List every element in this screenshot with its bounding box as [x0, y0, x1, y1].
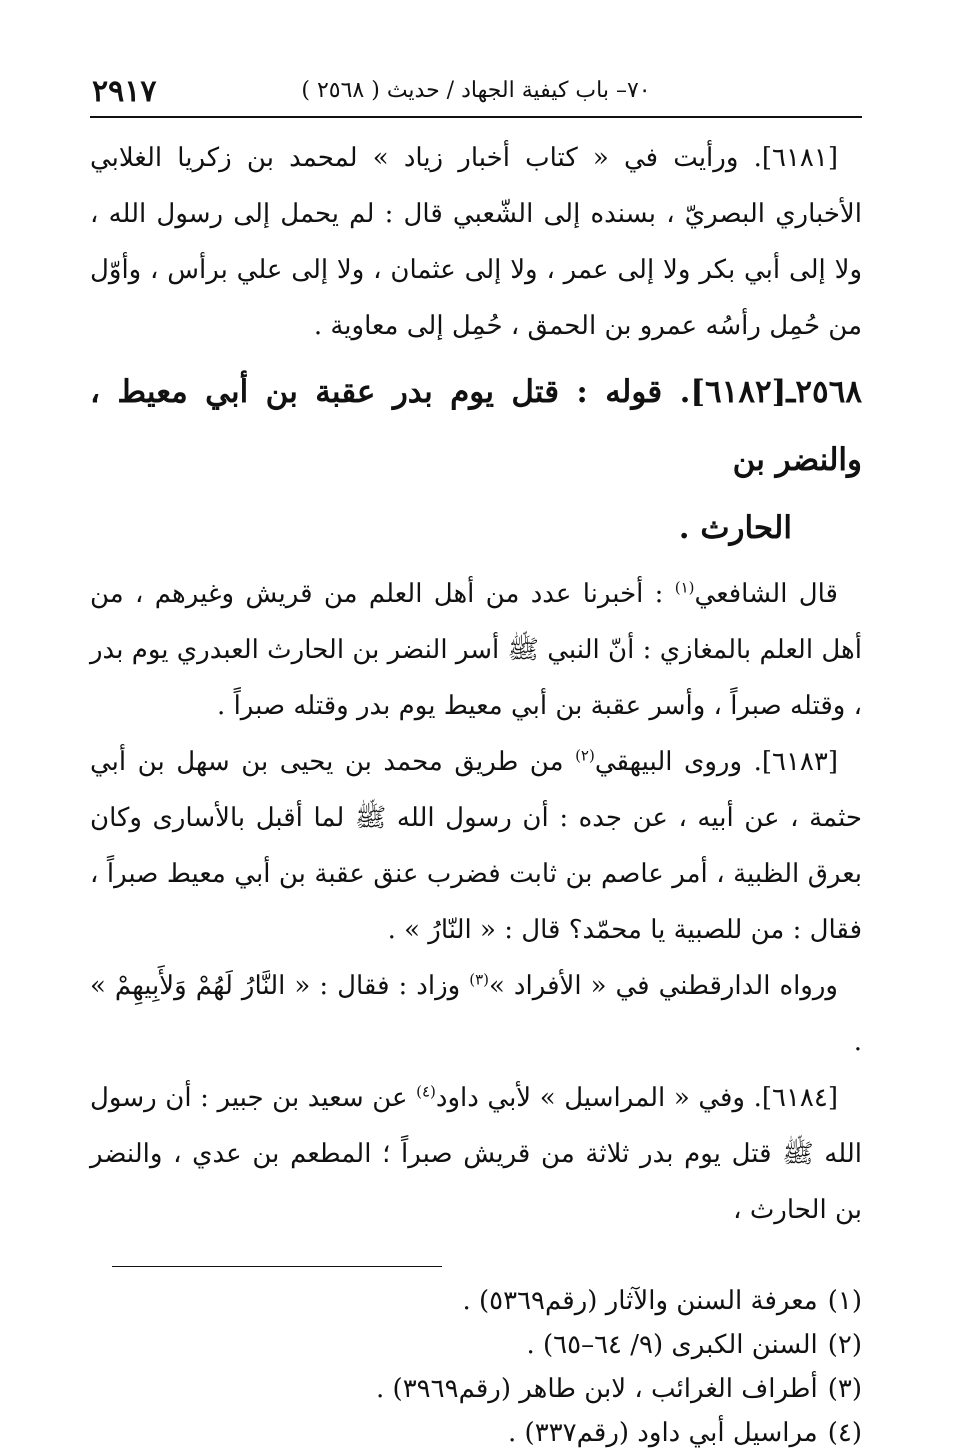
heading-line-1: ٢٥٦٨ـ[٦١٨٢]. قوله : قتل يوم بدر عقبة بن أبي معيط ، والنضر بن: [90, 374, 862, 478]
paragraph-text: ورواه الدارقطني في « الأفراد »: [489, 971, 838, 1001]
hadith-heading: [90, 358, 862, 562]
paragraph-text: : أخبرنا عدد من أهل العلم من قريش وغيرهم ، من أهل العلم بالمغازي : أنّ النبي ﷺ أسر النضر بن الحارث العبدري يوم بدر ، وقتله صبراً ، وأسر عقبة بن أبي معيط يوم بدر وقتله صبراً .: [90, 579, 862, 721]
footnote-item: [90, 1279, 862, 1323]
footnote-ref[interactable]: (٢): [575, 746, 595, 765]
page-number: ٢٩١٧: [92, 74, 157, 109]
paragraph-daraqutni: [90, 958, 862, 1070]
footnote-ref[interactable]: (٤): [416, 1082, 436, 1101]
paragraph-text: قال الشافعي: [694, 579, 838, 609]
footnote-ref[interactable]: (١): [674, 578, 695, 597]
running-head: ٧٠– باب كيفية الجهاد / حديث ( ٢٥٦٨ ): [301, 78, 651, 103]
paragraph-text: [٦١٨٣]. وروى البيهقي: [594, 747, 838, 777]
footnote-number: (٣): [827, 1374, 862, 1404]
paragraph-6184: [90, 1070, 862, 1238]
footnote-item: [90, 1367, 862, 1411]
footnote-item: [90, 1323, 862, 1367]
footnotes: [90, 1279, 862, 1455]
main-text: [90, 130, 862, 1238]
footnote-text: مراسيل أبي داود (رقم٣٣٧) .: [508, 1418, 818, 1448]
page-header: [90, 72, 862, 118]
footnote-text: معرفة السنن والآثار (رقم٥٣٦٩) .: [462, 1286, 818, 1316]
footnote-number: (٢): [827, 1330, 862, 1360]
footnote-number: (١): [827, 1286, 862, 1316]
footnote-text: أطراف الغرائب ، لابن طاهر (رقم٣٩٦٩) .: [376, 1374, 818, 1404]
footnote-number: (٤): [827, 1418, 862, 1448]
book-page: [90, 72, 862, 1455]
paragraph-text: [٦١٨٤]. وفي « المراسيل » لأبي داود: [435, 1083, 838, 1113]
paragraph-6181: [٦١٨١]. ورأيت في « كتاب أخبار زياد » لمحمد بن زكريا الغلابي الأخباري البصريّ ، بسنده إلى الشّعبي قال : لم يحمل إلى رسول الله ، ولا إلى أبي بكر ولا إلى عمر ، ولا إلى عثمان ، ولا إلى علي برأس ، وأوّل من حُمِل رأسُه عمرو بن الحمق ، حُمِل إلى معاوية .: [90, 143, 862, 341]
paragraph-text: من طريق محمد بن يحيى بن سهل بن أبي حثمة ، عن أبيه ، عن جده : أن رسول الله ﷺ لما أقبل بالأسارى وكان بعرق الظبية ، أمر عاصم بن ثابت فضرب عنق عقبة بن أبي معيط صبراً ، فقال : من للصبية يا محمّد؟ قال : « النّارُ » .: [90, 747, 862, 945]
footnote-separator: [112, 1266, 442, 1267]
paragraph-shafii: [90, 566, 862, 734]
paragraph-text: عن سعيد بن جبير : أن رسول الله ﷺ قتل يوم بدر ثلاثة من قريش صبراً ؛ المطعم بن عدي ، والنضر بن الحارث ،: [90, 1083, 862, 1225]
footnote-ref[interactable]: (٣): [469, 970, 489, 989]
footnote-text: السنن الكبرى (٩/ ٦٤–٦٥) .: [526, 1330, 818, 1360]
paragraph-6183: [90, 734, 862, 958]
paragraph-text: وزاد : فقال : « النَّارُ لَهُمْ وَلأَبِيهِمْ » .: [90, 971, 862, 1057]
footnote-item: [90, 1411, 862, 1455]
heading-line-2: الحارث .: [678, 510, 792, 546]
